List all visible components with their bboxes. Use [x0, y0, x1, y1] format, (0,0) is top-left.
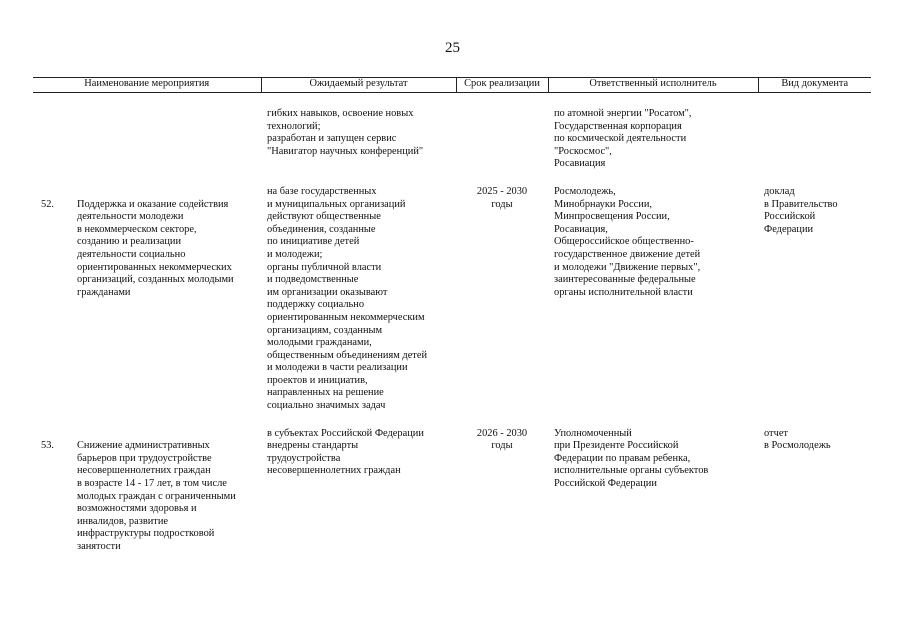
row-name: Поддержка и оказание содействия деятельности молодежи в некоммерческом секторе, созданию и реализации деятельности социально ориентированных некоммерческих организаций, созданных молодыми гражданами: [77, 198, 234, 298]
row-document: отчет в Росмолодежь: [764, 427, 831, 452]
row-result: на базе государственных и муниципальных организаций действуют общественные объединения, созданные по инициативе детей и молодежи; органы публичной власти и подведомственные им организации оказывают поддержку социально ориентированным некоммерческим организациям, созданным молодыми гражданами, общественным объединениям детей и молодежи в части реализации проектов и инициатив, направленных на решение социально значимых задач: [267, 185, 428, 412]
continuation-name-cell: [33, 108, 261, 171]
row-gap: [33, 413, 871, 428]
header-term: Срок реализации: [456, 78, 548, 93]
continuation-term-cell: [456, 108, 548, 171]
continuation-result-cell: гибких навыков, освоение новых технологий; разработан и запущен сервис "Навигатор научных конференций": [267, 108, 424, 157]
row-name: Снижение административных барьеров при трудоустройстве несовершеннолетних граждан в возрасте 14 - 17 лет, в том числе молодых граждан с ограниченными возможностями здоровья и инвалидов, развитие инфраструктуры подростковой занятости: [77, 440, 236, 552]
header-executor: Ответственный исполнитель: [548, 78, 758, 93]
table-row: [33, 428, 871, 567]
row-gap: [33, 171, 871, 186]
row-term: 2025 - 2030 годы: [476, 185, 528, 210]
continuation-executor-cell: по атомной энергии "Росатом", Государственная корпорация по космической деятельности "Роскосмос", Росавиация: [554, 108, 692, 170]
page-number: 25: [445, 40, 460, 56]
header-name: Наименование мероприятия: [33, 78, 261, 93]
row-number: 53.: [41, 440, 54, 452]
table-row-continuation: [33, 108, 871, 171]
measures-table: [33, 77, 871, 566]
continuation-document-cell: [758, 108, 871, 171]
header-gap: [33, 93, 871, 109]
row-term: 2026 - 2030 годы: [476, 427, 528, 452]
row-result: в субъектах Российской Федерации внедрены стандарты трудоустройства несовершеннолетних граждан: [267, 427, 424, 477]
row-document: доклад в Правительство Российской Федерации: [764, 185, 838, 235]
row-executor: Уполномоченный при Президенте Российской Федерации по правам ребенка, исполнительные органы субъектов Российской Федерации: [554, 427, 709, 490]
row-52-name-cell: [33, 186, 261, 413]
header-result: Ожидаемый результат: [261, 78, 456, 93]
row-number: 52.: [41, 198, 54, 210]
table-header-row: [33, 78, 871, 93]
row-53-name-cell: [33, 428, 261, 567]
row-executor: Росмолодежь, Минобрнауки России, Минпросвещения России, Росавиация, Общероссийское общественно- государственное движение детей и молодежи "Движение первых", заинтересованные федеральные органы исполнительной власти: [554, 185, 701, 298]
table-row: [33, 186, 871, 413]
header-document: Вид документа: [758, 78, 871, 93]
